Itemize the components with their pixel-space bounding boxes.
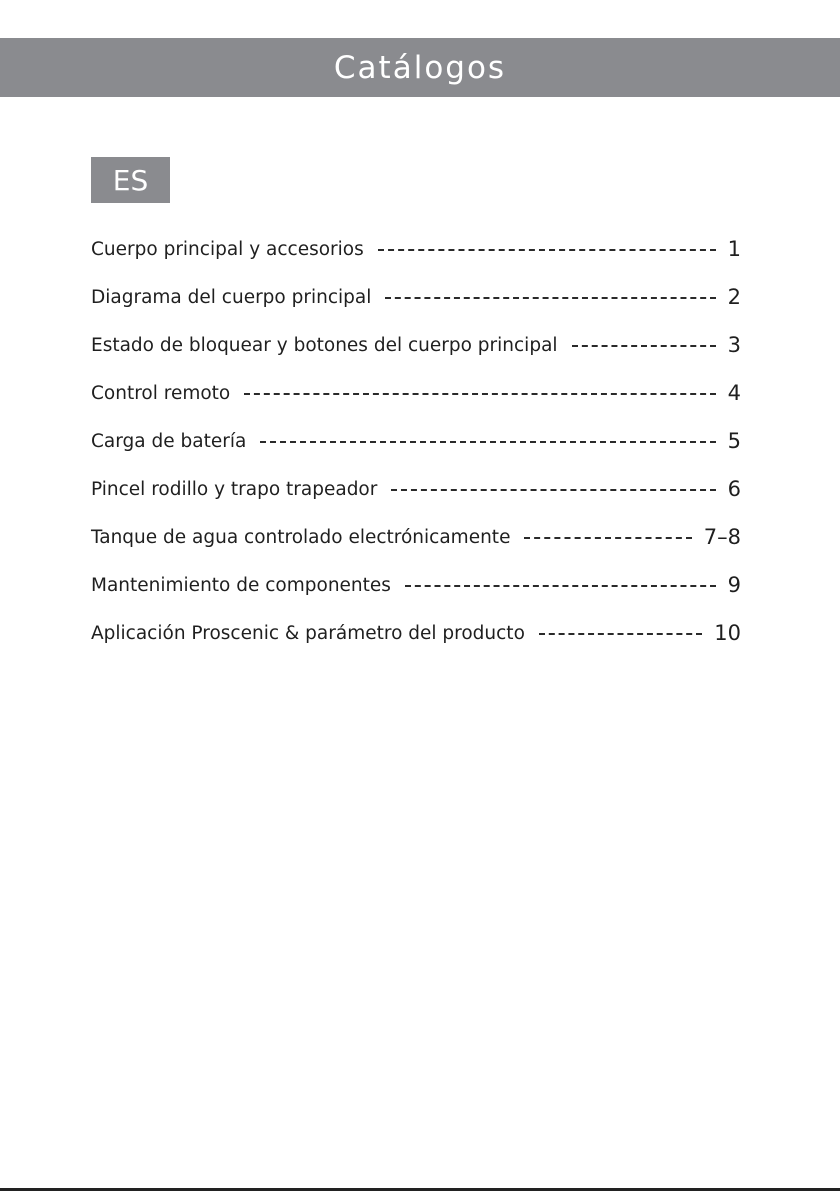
toc-leader <box>385 297 715 299</box>
toc-entry-label: Diagrama del cuerpo principal <box>91 286 372 308</box>
toc-leader <box>378 249 716 251</box>
toc-entry-label: Estado de bloquear y botones del cuerpo principal <box>91 334 558 356</box>
toc-leader <box>405 585 716 587</box>
toc-entry-page: 3 <box>727 333 741 357</box>
toc-entry-page: 1 <box>727 237 741 261</box>
toc-entry[interactable] <box>91 465 741 513</box>
toc-entry-label: Pincel rodillo y trapo trapeador <box>91 478 378 500</box>
toc-leader <box>260 441 715 443</box>
toc-entry-page: 4 <box>727 381 741 405</box>
toc-entry-label: Carga de batería <box>91 430 247 452</box>
toc-leader <box>572 345 716 347</box>
toc-entry-label: Mantenimiento de componentes <box>91 574 391 596</box>
table-of-contents <box>91 225 741 657</box>
toc-entry[interactable] <box>91 321 741 369</box>
toc-entry[interactable] <box>91 225 741 273</box>
toc-entry-page: 9 <box>727 573 741 597</box>
toc-entry[interactable] <box>91 561 741 609</box>
toc-entry-page: 6 <box>727 477 741 501</box>
page-title: Catálogos <box>333 49 507 86</box>
header-bar <box>0 38 840 97</box>
toc-entry[interactable] <box>91 513 741 561</box>
toc-entry[interactable] <box>91 369 741 417</box>
toc-leader <box>524 537 691 539</box>
language-badge: ES <box>91 157 170 203</box>
toc-entry-page: 5 <box>727 429 741 453</box>
toc-leader <box>244 393 715 395</box>
toc-entry-page: 10 <box>714 621 741 645</box>
toc-entry-label: Control remoto <box>91 382 231 404</box>
toc-entry-label: Cuerpo principal y accesorios <box>91 238 364 260</box>
toc-entry-label: Aplicación Proscenic & parámetro del producto <box>91 622 525 644</box>
bottom-rule <box>0 1188 840 1191</box>
toc-leader <box>539 633 702 635</box>
toc-entry-page: 2 <box>727 285 741 309</box>
toc-entry[interactable] <box>91 273 741 321</box>
toc-entry[interactable] <box>91 417 741 465</box>
toc-entry-page: 7–8 <box>703 525 741 549</box>
toc-leader <box>391 489 715 491</box>
toc-entry-label: Tanque de agua controlado electrónicamente <box>91 526 511 548</box>
toc-entry[interactable] <box>91 609 741 657</box>
